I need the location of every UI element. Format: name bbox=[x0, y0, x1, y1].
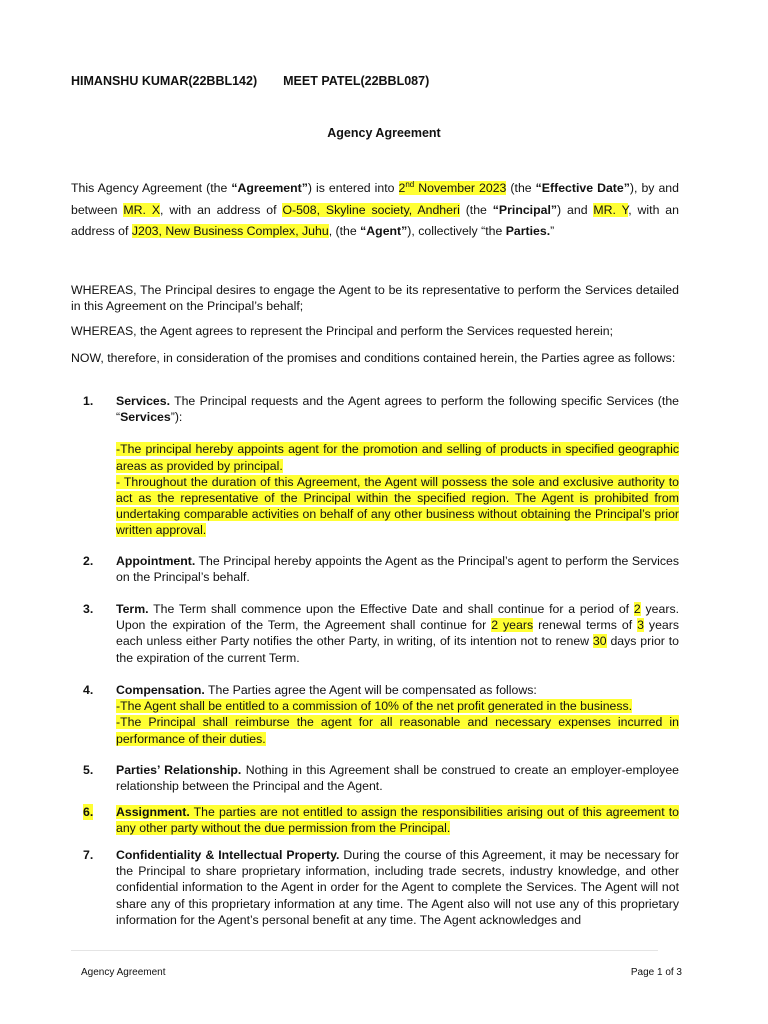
clause-text: ”): bbox=[170, 410, 183, 425]
clause-number: 7. bbox=[83, 848, 94, 862]
agent-address: J203, New Business Complex, Juhu bbox=[131, 224, 329, 238]
author-1: HIMANSHU KUMAR(22BBL142) bbox=[71, 74, 258, 88]
clause-text: years each unless either Party notifies the other Party, in writing, of its intention not to renew bbox=[116, 618, 680, 649]
clause-heading: Term. bbox=[116, 602, 149, 616]
footer-document-name: Agency Agreement bbox=[81, 967, 166, 978]
clause-appointment bbox=[71, 553, 679, 585]
services-term: Services bbox=[120, 410, 171, 425]
clause-heading: Compensation. bbox=[116, 683, 205, 697]
intro-text: , with an address of bbox=[160, 202, 283, 217]
compensation-item-1: -The Agent shall be entitled to a commission of 10% of the net profit generated in the business. bbox=[116, 699, 633, 714]
clause-term bbox=[71, 601, 679, 666]
intro-text: ), collectively “the bbox=[407, 224, 506, 238]
term-years-value: 2 bbox=[633, 602, 641, 616]
agent-term: “Agent” bbox=[360, 224, 408, 238]
clause-intro bbox=[116, 393, 679, 425]
whereas-paragraph-2: WHEREAS, the Agent agrees to represent the Principal and perform the Services requested herein; bbox=[71, 324, 614, 338]
clause-text: The Principal requests and the Agent agrees to perform the following specific Services (the “ bbox=[116, 394, 679, 425]
clause-number: 3. bbox=[83, 602, 94, 616]
clause-body bbox=[116, 601, 679, 666]
clause-text: renewal terms of bbox=[533, 618, 638, 633]
now-therefore-paragraph: NOW, therefore, in consideration of the promises and conditions contained herein, the Parties agree as follows: bbox=[71, 351, 676, 365]
principal-term: “Principal” bbox=[492, 202, 558, 217]
intro-text: , (the bbox=[328, 224, 361, 238]
clause-services bbox=[71, 393, 679, 539]
clause-confidentiality bbox=[71, 847, 679, 928]
clause-number: 2. bbox=[83, 554, 94, 568]
clause-body bbox=[116, 847, 679, 928]
clause-number: 1. bbox=[83, 394, 94, 408]
clause-text: The Term shall commence upon the Effective Date and shall continue for a period of bbox=[148, 602, 634, 616]
intro-text: This Agency Agreement (the bbox=[71, 181, 232, 195]
services-list bbox=[116, 441, 679, 538]
clause-heading: Appointment. bbox=[116, 554, 196, 568]
principal-name: MR. X bbox=[123, 202, 161, 217]
clause-number: 6. bbox=[83, 805, 94, 819]
intro-paragraph bbox=[71, 178, 679, 243]
renewal-years-value: 3 bbox=[637, 618, 644, 633]
clause-compensation bbox=[71, 682, 679, 747]
clause-heading: Confidentiality & Intellectual Property. bbox=[116, 848, 340, 862]
clause-heading: Services. bbox=[116, 394, 171, 408]
services-item-2: - Throughout the duration of this Agreement, the Agent will possess the sole and exclusive authority to act as the representative of the Principal within the specified region. The Agent is prohibited from undertaking comparable activities on behalf of any other business without obtaining the Principal’s prior written approval. bbox=[116, 474, 679, 538]
clause-body bbox=[116, 682, 679, 747]
agreement-term: “Agreement” bbox=[231, 181, 308, 195]
clause-text: years. Upon the expiration of the Term, the Agreement shall continue for bbox=[116, 602, 680, 633]
principal-address: O-508, Skyline society, Andheri bbox=[282, 202, 460, 217]
intro-text: ) is entered into bbox=[307, 181, 399, 195]
clause-number: 5. bbox=[83, 763, 94, 777]
intro-text: (the bbox=[506, 181, 536, 195]
clause-body bbox=[116, 553, 679, 585]
clause-number: 4. bbox=[83, 683, 94, 697]
date-day: 2 bbox=[398, 181, 406, 195]
agent-name: MR. Y bbox=[593, 202, 629, 217]
notice-days-value: 30 bbox=[592, 634, 607, 649]
intro-text: (the bbox=[459, 202, 493, 217]
clause-assignment bbox=[71, 804, 679, 836]
compensation-item-2: -The Principal shall reimburse the agent for all reasonable and necessary expenses incurred in performance of their duties. bbox=[116, 715, 679, 746]
author-2: MEET PATEL(22BBL087) bbox=[283, 74, 430, 88]
clause-text: During the course of this Agreement, it may be necessary for the Principal to share proprietary information, including trade secrets, industry knowledge, and other confidential information to the Agent in order for the Agent to complete the Services. The Agent will not share any of this proprietary information at any time. The Agent also will not use any of this proprietary information for the Agent’s personal benefit at any time. The Agent acknowledges and bbox=[116, 848, 679, 927]
footer-divider bbox=[71, 950, 658, 951]
intro-text: ” bbox=[550, 224, 555, 238]
parties-term: Parties. bbox=[505, 224, 551, 238]
clause-text: days prior to the expiration of the current Term. bbox=[116, 634, 679, 665]
renewal-count-value: 2 years bbox=[491, 618, 534, 633]
clause-text: The Principal hereby appoints the Agent as the Principal’s agent to perform the Services on the Principal’s behalf. bbox=[116, 554, 679, 585]
clause-heading: Parties’ Relationship. bbox=[116, 763, 242, 777]
document-title: Agency Agreement bbox=[327, 126, 441, 140]
clause-text: The parties are not entitled to assign the responsibilities arising out of this agreement to any other party without the due permission from the Principal. bbox=[116, 805, 679, 836]
effective-date-value bbox=[399, 181, 507, 195]
authors-line bbox=[71, 73, 455, 89]
clause-text: The Parties agree the Agent will be compensated as follows: bbox=[204, 683, 537, 697]
clause-relationship bbox=[71, 762, 679, 794]
date-suffix: nd bbox=[405, 179, 415, 189]
whereas-paragraph-1: WHEREAS, The Principal desires to engage the Agent to be its representative to perform the Services detailed in this Agreement on the Principal’s behalf; bbox=[71, 283, 679, 314]
intro-text: , with an address of bbox=[71, 202, 679, 238]
clause-heading: Assignment. bbox=[116, 805, 190, 819]
clause-body bbox=[116, 804, 679, 836]
intro-text: ), by and between bbox=[71, 181, 679, 217]
effective-date-term: “Effective Date” bbox=[535, 181, 630, 195]
date-rest: November 2023 bbox=[414, 181, 507, 195]
footer-page-number: Page 1 of 3 bbox=[630, 967, 682, 978]
clause-body bbox=[116, 393, 679, 539]
clause-body bbox=[116, 762, 679, 794]
intro-text: ) and bbox=[557, 202, 594, 217]
clause-text: Nothing in this Agreement shall be construed to create an employer-employee relationship between the Principal and the Agent. bbox=[116, 763, 679, 794]
services-item-1: -The principal hereby appoints agent for the promotion and selling of products in specified geographic areas as provided by principal. bbox=[116, 442, 679, 473]
